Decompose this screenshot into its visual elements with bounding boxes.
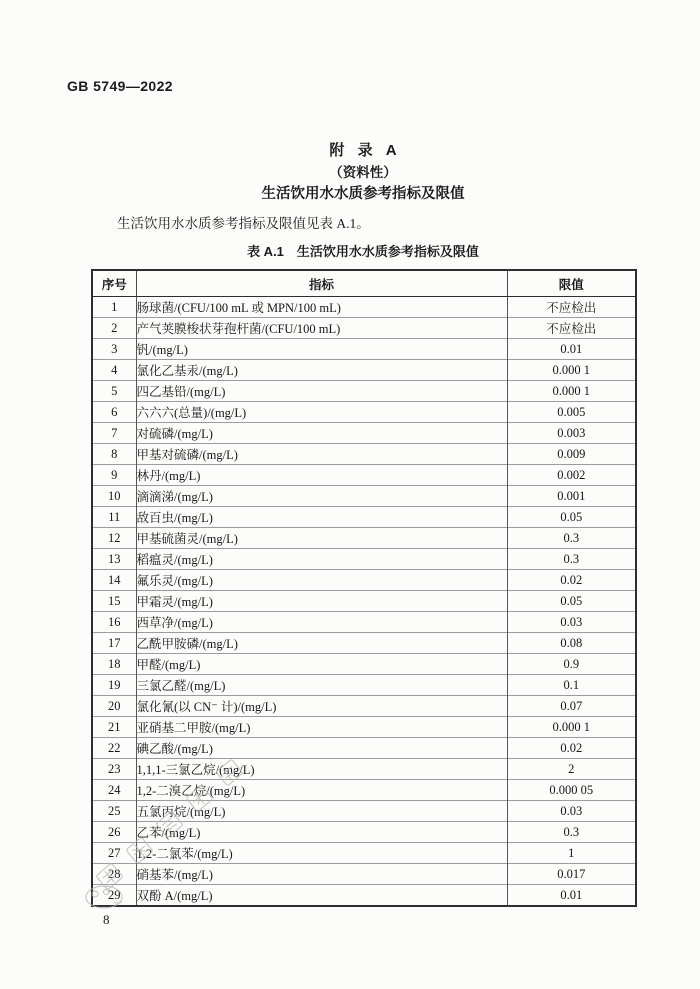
row-limit: 0.1 — [507, 675, 636, 696]
row-seq: 7 — [92, 423, 136, 444]
table-row — [92, 612, 636, 633]
row-indicator: 氯化氰(以 CN⁻ 计)/(mg/L) — [136, 696, 507, 717]
table-row — [92, 633, 636, 654]
row-seq: 6 — [92, 402, 136, 423]
row-limit: 0.3 — [507, 822, 636, 843]
row-limit: 0.005 — [507, 402, 636, 423]
table-caption — [91, 241, 635, 260]
row-seq: 8 — [92, 444, 136, 465]
row-seq: 2 — [92, 318, 136, 339]
row-indicator: 肠球菌/(CFU/100 mL 或 MPN/100 mL) — [136, 297, 507, 318]
row-seq: 1 — [92, 297, 136, 318]
indicators-table — [91, 269, 637, 907]
table-row — [92, 486, 636, 507]
row-limit: 0.02 — [507, 738, 636, 759]
row-limit: 0.05 — [507, 507, 636, 528]
row-seq: 20 — [92, 696, 136, 717]
table-row — [92, 885, 636, 907]
table-row — [92, 759, 636, 780]
row-seq: 5 — [92, 381, 136, 402]
row-limit: 0.02 — [507, 570, 636, 591]
table-row — [92, 654, 636, 675]
row-indicator: 双酚 A/(mg/L) — [136, 885, 507, 907]
table-row — [92, 780, 636, 801]
appendix-subtitle: （资料性） — [329, 165, 397, 180]
intro-paragraph: 生活饮用水水质参考指标及限值见表 A.1。 — [117, 216, 370, 231]
standard-code: GB 5749—2022 — [67, 78, 173, 94]
table-row — [92, 318, 636, 339]
row-seq: 26 — [92, 822, 136, 843]
row-seq: 27 — [92, 843, 136, 864]
row-indicator: 甲霜灵/(mg/L) — [136, 591, 507, 612]
row-seq: 24 — [92, 780, 136, 801]
table-row — [92, 822, 636, 843]
row-indicator: 1,2-二溴乙烷/(mg/L) — [136, 780, 507, 801]
row-indicator: 稻瘟灵/(mg/L) — [136, 549, 507, 570]
table-row — [92, 570, 636, 591]
table-row — [92, 591, 636, 612]
table-row — [92, 465, 636, 486]
row-indicator: 五氯丙烷/(mg/L) — [136, 801, 507, 822]
table-row — [92, 528, 636, 549]
row-indicator: 钒/(mg/L) — [136, 339, 507, 360]
row-indicator: 滴滴涕/(mg/L) — [136, 486, 507, 507]
table-row — [92, 444, 636, 465]
table-row — [92, 423, 636, 444]
table-row — [92, 696, 636, 717]
table-row — [92, 717, 636, 738]
appendix-heading: 生活饮用水水质参考指标及限值 — [261, 186, 465, 202]
row-indicator: 碘乙酸/(mg/L) — [136, 738, 507, 759]
row-seq: 21 — [92, 717, 136, 738]
table-row — [92, 339, 636, 360]
row-indicator: 乙苯/(mg/L) — [136, 822, 507, 843]
row-seq: 12 — [92, 528, 136, 549]
row-indicator: 1,2-二氯苯/(mg/L) — [136, 843, 507, 864]
row-limit: 0.017 — [507, 864, 636, 885]
row-limit: 0.000 1 — [507, 717, 636, 738]
table-body — [92, 297, 636, 907]
row-indicator: 亚硝基二甲胺/(mg/L) — [136, 717, 507, 738]
table-row — [92, 402, 636, 423]
row-limit: 0.01 — [507, 885, 636, 907]
row-limit: 0.05 — [507, 591, 636, 612]
appendix-title: 附 录 A — [329, 142, 397, 159]
row-seq: 29 — [92, 885, 136, 907]
row-limit: 0.000 1 — [507, 360, 636, 381]
table-caption-text: 生活饮用水水质参考指标及限值 — [296, 244, 479, 259]
row-indicator: 林丹/(mg/L) — [136, 465, 507, 486]
row-limit: 不应检出 — [507, 318, 636, 339]
row-seq: 9 — [92, 465, 136, 486]
row-indicator: 乙酰甲胺磷/(mg/L) — [136, 633, 507, 654]
col-header-seq: 序号 — [92, 270, 136, 297]
table-row — [92, 864, 636, 885]
table-row — [92, 549, 636, 570]
row-indicator: 甲基硫菌灵/(mg/L) — [136, 528, 507, 549]
row-indicator: 产气荚膜梭状芽孢杆菌/(CFU/100 mL) — [136, 318, 507, 339]
row-limit: 0.3 — [507, 549, 636, 570]
row-indicator: 三氯乙醛/(mg/L) — [136, 675, 507, 696]
table-row — [92, 507, 636, 528]
row-seq: 10 — [92, 486, 136, 507]
row-seq: 4 — [92, 360, 136, 381]
row-seq: 3 — [92, 339, 136, 360]
row-indicator: 敌百虫/(mg/L) — [136, 507, 507, 528]
row-limit: 0.08 — [507, 633, 636, 654]
row-seq: 14 — [92, 570, 136, 591]
row-limit: 0.002 — [507, 465, 636, 486]
row-limit: 0.000 1 — [507, 381, 636, 402]
table-caption-label: 表 A.1 — [247, 244, 284, 259]
table-row — [92, 381, 636, 402]
row-limit: 0.001 — [507, 486, 636, 507]
row-indicator: 氯化乙基汞/(mg/L) — [136, 360, 507, 381]
row-limit: 0.3 — [507, 528, 636, 549]
row-indicator: 硝基苯/(mg/L) — [136, 864, 507, 885]
row-seq: 25 — [92, 801, 136, 822]
table-row — [92, 297, 636, 318]
row-indicator: 1,1,1-三氯乙烷/(mg/L) — [136, 759, 507, 780]
table-row — [92, 675, 636, 696]
row-indicator: 氟乐灵/(mg/L) — [136, 570, 507, 591]
row-indicator: 六六六(总量)/(mg/L) — [136, 402, 507, 423]
col-header-limit: 限值 — [507, 270, 636, 297]
row-seq: 23 — [92, 759, 136, 780]
row-limit: 1 — [507, 843, 636, 864]
page-number: 8 — [103, 912, 110, 927]
table-header-row — [92, 270, 636, 297]
row-seq: 11 — [92, 507, 136, 528]
row-limit: 0.009 — [507, 444, 636, 465]
table-row — [92, 360, 636, 381]
row-limit: 不应检出 — [507, 297, 636, 318]
row-seq: 22 — [92, 738, 136, 759]
row-indicator: 四乙基铅/(mg/L) — [136, 381, 507, 402]
row-seq: 15 — [92, 591, 136, 612]
row-seq: 13 — [92, 549, 136, 570]
table-row — [92, 843, 636, 864]
row-seq: 18 — [92, 654, 136, 675]
row-limit: 0.000 05 — [507, 780, 636, 801]
table-row — [92, 801, 636, 822]
row-seq: 17 — [92, 633, 136, 654]
row-indicator: 西草净/(mg/L) — [136, 612, 507, 633]
row-seq: 19 — [92, 675, 136, 696]
row-limit: 0.07 — [507, 696, 636, 717]
row-indicator: 甲基对硫磷/(mg/L) — [136, 444, 507, 465]
table-row — [92, 738, 636, 759]
row-limit: 0.03 — [507, 801, 636, 822]
row-limit: 0.9 — [507, 654, 636, 675]
row-limit: 0.01 — [507, 339, 636, 360]
row-indicator: 甲醛/(mg/L) — [136, 654, 507, 675]
row-seq: 28 — [92, 864, 136, 885]
row-indicator: 对硫磷/(mg/L) — [136, 423, 507, 444]
row-limit: 0.03 — [507, 612, 636, 633]
row-seq: 16 — [92, 612, 136, 633]
col-header-indicator: 指标 — [136, 270, 507, 297]
row-limit: 2 — [507, 759, 636, 780]
row-limit: 0.003 — [507, 423, 636, 444]
